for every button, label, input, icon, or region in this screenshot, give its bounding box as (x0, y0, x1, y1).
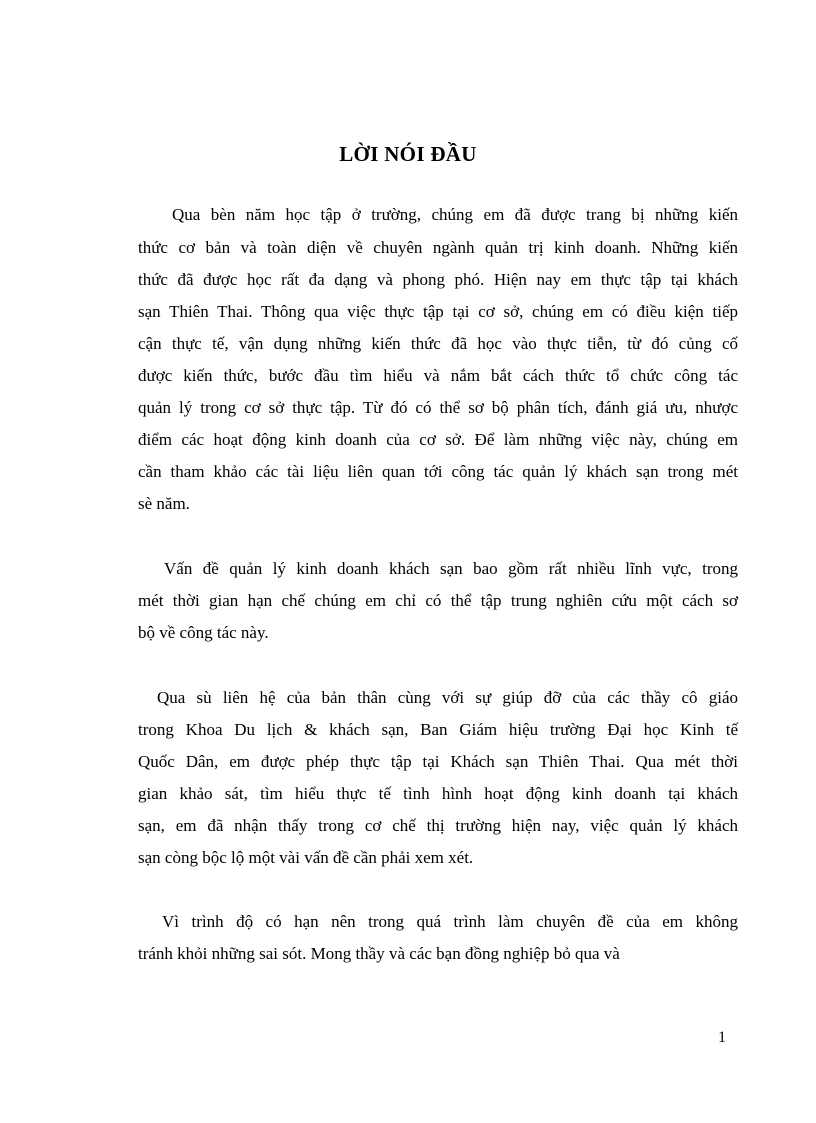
paragraph-line: cận thực tế, vận dụng những kiến thức đã học vào thực tiễn, từ đó củng cố (138, 334, 738, 353)
paragraph-line: sạn, em đã nhận thấy trong cơ chế thị trường hiện nay, việc quản lý khách (138, 816, 738, 835)
paragraph-line: sạn Thiên Thai. Thông qua việc thực tập tại cơ sở, chúng em có điều kiện tiếp (138, 302, 738, 321)
paragraph-line: được kiến thức, bước đầu tìm hiểu và nắm bắt cách thức tổ chức công tác (138, 366, 738, 385)
paragraph-line: thức cơ bản và toàn diện về chuyên ngành quản trị kinh doanh. Những kiến (138, 238, 738, 257)
paragraph-line: trong Khoa Du lịch & khách sạn, Ban Giám hiệu trường Đại học Kinh tế (138, 720, 738, 739)
paragraph-line: Qua bèn năm học tập ở trường, chúng em đã được trang bị những kiến (172, 205, 738, 224)
page-title: LỜI NÓI ĐẦU (339, 142, 477, 166)
paragraph-line: Vấn đề quản lý kinh doanh khách sạn bao gồm rất nhiều lĩnh vực, trong (164, 559, 738, 578)
paragraph-line: sạn còng bộc lộ một vài vấn đề cần phải xem xét. (138, 848, 474, 867)
paragraph-line: gian khảo sát, tìm hiểu thực tế tình hình hoạt động kinh doanh tại khách (138, 784, 738, 803)
paragraph-line: quản lý trong cơ sở thực tập. Từ đó có thể sơ bộ phân tích, đánh giá ưu, nhược (138, 398, 738, 417)
paragraph-line: Vì trình độ có hạn nên trong quá trình làm chuyên đề của em không (162, 912, 738, 931)
page-number: 1 (718, 1029, 726, 1046)
paragraph-line: tránh khỏi những sai sót. Mong thầy và các bạn đồng nghiệp bỏ qua và (138, 944, 620, 963)
paragraph-line: Qua sù liên hệ của bản thân cùng với sự giúp đỡ của các thầy cô giáo (157, 688, 738, 707)
paragraph-line: sè năm. (138, 494, 190, 513)
paragraph-line: mét thời gian hạn chế chúng em chỉ có thể tập trung nghiên cứu một cách sơ (138, 591, 738, 610)
paragraph-line: Quốc Dân, em được phép thực tập tại Khách sạn Thiên Thai. Qua mét thời (138, 752, 738, 771)
paragraph-line: điểm các hoạt động kinh doanh của cơ sở. Để làm những việc này, chúng em (138, 430, 738, 449)
paragraph-line: thức đã được học rất đa dạng và phong phó. Hiện nay em thực tập tại khách (138, 270, 738, 289)
paragraph-line: cần tham khảo các tài liệu liên quan tới công tác quản lý khách sạn trong mét (138, 462, 738, 481)
paragraph-line: bộ về công tác này. (138, 623, 269, 642)
